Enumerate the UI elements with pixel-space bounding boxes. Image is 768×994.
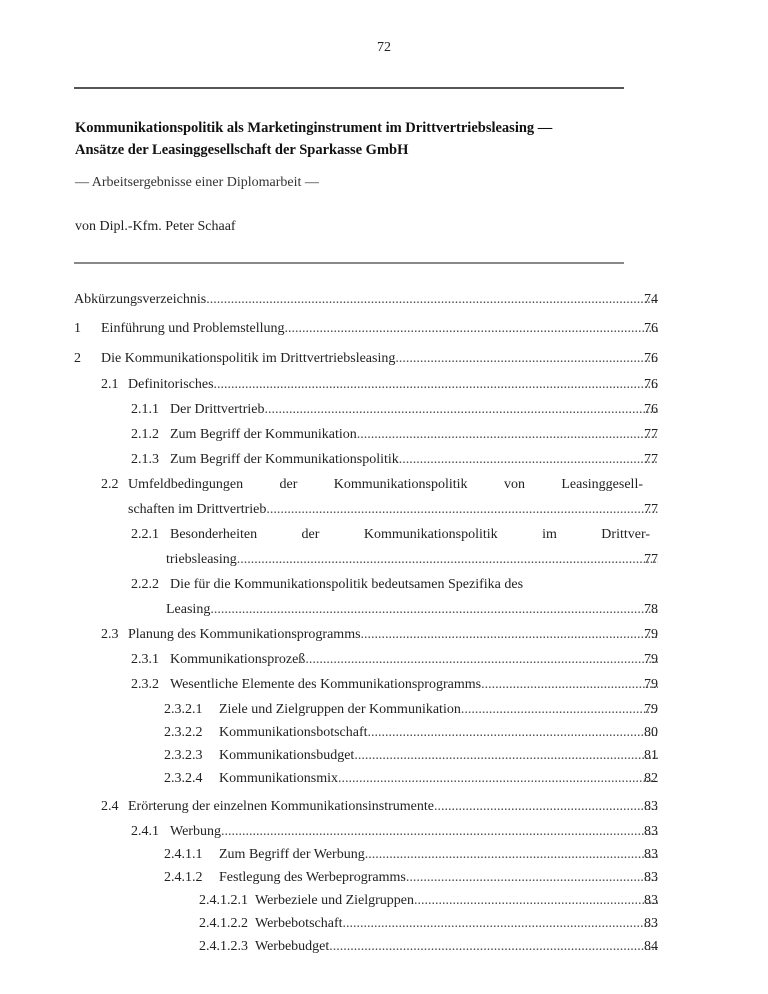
toc-entry-title: Zum Begriff der Werbung xyxy=(219,847,365,862)
bottom-divider xyxy=(74,262,624,264)
article-title-line-1: Kommunikationspolitik als Marketinginstrument im Drittvertriebsleasing — xyxy=(75,120,553,136)
toc-entry-number: 1 xyxy=(74,321,81,336)
toc-entry-title-line-1: Die für die Kommunikationspolitik bedeutsamen Spezifika des xyxy=(170,577,524,592)
toc-leader xyxy=(214,375,658,395)
toc-leader xyxy=(206,290,658,310)
toc-entry-title: Definitorisches xyxy=(128,377,214,392)
toc-entry-page: 76 xyxy=(644,351,658,366)
toc-entry-page: 81 xyxy=(644,748,658,763)
toc-entry-number: 2.3.1 xyxy=(131,652,159,667)
toc-entry-number: 2.4.1.2 xyxy=(164,870,203,885)
toc-leader xyxy=(343,914,659,934)
toc-leader xyxy=(285,319,658,339)
toc-entry-page: 76 xyxy=(644,402,658,417)
toc-leader xyxy=(221,822,658,842)
toc-entry[interactable] xyxy=(0,290,768,310)
toc-entry[interactable] xyxy=(0,868,768,888)
toc-leader xyxy=(361,625,658,645)
toc-leader xyxy=(266,500,658,520)
toc-leader xyxy=(414,891,658,911)
toc-entry-number: 2.1.1 xyxy=(131,402,159,417)
toc-entry-page: 83 xyxy=(644,847,658,862)
toc-entry-title: Werbeziele und Zielgruppen xyxy=(255,893,415,908)
toc-entry-number: 2.4.1.2.2 xyxy=(199,916,248,931)
toc-entry-number: 2.1.3 xyxy=(131,452,159,467)
top-divider xyxy=(74,87,624,89)
toc-entry-number: 2.3.2 xyxy=(131,677,159,692)
toc-entry[interactable] xyxy=(0,375,768,395)
toc-leader xyxy=(305,650,658,670)
toc-entry-title: Planung des Kommunikationsprogramms xyxy=(128,627,361,642)
toc-entry[interactable] xyxy=(0,525,768,571)
toc-entry-title: Die Kommunikationspolitik im Drittvertriebsleasing xyxy=(101,351,396,366)
toc-entry-title: Kommunikationsbudget xyxy=(219,748,355,763)
toc-entry-page: 82 xyxy=(644,771,658,786)
toc-entry-title: Festlegung des Werbeprogramms xyxy=(219,870,406,885)
toc-leader xyxy=(399,450,658,470)
toc-entry[interactable] xyxy=(0,575,768,621)
toc-entry-page: 80 xyxy=(644,725,658,740)
toc-entry-number: 2.3.2.1 xyxy=(164,702,203,717)
toc-entry[interactable] xyxy=(0,700,768,720)
toc-entry-title: Der Drittvertrieb xyxy=(170,402,265,417)
toc-entry-title: Wesentliche Elemente des Kommunikationsprogramms xyxy=(170,677,482,692)
toc-entry-page: 77 xyxy=(644,502,658,517)
toc-entry-title: Einführung und Problemstellung xyxy=(101,321,285,336)
toc-entry-page: 83 xyxy=(644,824,658,839)
toc-entry-number: 2.3.2.3 xyxy=(164,748,203,763)
toc-entry-page: 83 xyxy=(644,799,658,814)
toc-entry[interactable] xyxy=(0,746,768,766)
toc-entry[interactable] xyxy=(0,891,768,911)
toc-entry-number: 2.4.1.2.1 xyxy=(199,893,248,908)
toc-entry-page: 77 xyxy=(644,552,658,567)
toc-entry[interactable] xyxy=(0,319,768,339)
toc-entry-title-line-1: Umfeldbedingungen der Kommunikationspolitik von Leasinggesell- xyxy=(128,477,643,492)
toc-entry-page: 79 xyxy=(644,702,658,717)
toc-leader xyxy=(461,700,658,720)
toc-entry-page: 84 xyxy=(644,939,658,954)
toc-entry-number: 2.1 xyxy=(101,377,119,392)
toc-entry-number: 2.4 xyxy=(101,799,119,814)
toc-entry-title: Kommunikationsprozeß xyxy=(170,652,306,667)
author-line: von Dipl.-Kfm. Peter Schaaf xyxy=(75,219,236,234)
toc-entry-title: Werbebudget xyxy=(255,939,330,954)
toc-leader xyxy=(365,845,658,865)
toc-entry-number: 2.3 xyxy=(101,627,119,642)
toc-entry-number: 2.3.2.2 xyxy=(164,725,203,740)
toc-entry-number: 2.1.2 xyxy=(131,427,159,442)
toc-leader xyxy=(357,425,658,445)
toc-entry[interactable] xyxy=(0,475,768,521)
toc-entry-title: Leasing xyxy=(166,602,211,617)
toc-entry-title: Erörterung der einzelnen Kommunikationsinstrumente xyxy=(128,799,434,814)
toc-entry[interactable] xyxy=(0,769,768,789)
toc-entry-number: 2.2 xyxy=(101,477,119,492)
toc-entry[interactable] xyxy=(0,400,768,420)
article-title xyxy=(75,117,635,161)
toc-entry-page: 77 xyxy=(644,452,658,467)
toc-entry-page: 83 xyxy=(644,916,658,931)
toc-leader xyxy=(210,600,658,620)
toc-entry-page: 79 xyxy=(644,652,658,667)
toc-entry-title: schaften im Drittvertrieb xyxy=(128,502,267,517)
toc-entry[interactable] xyxy=(0,425,768,445)
toc-leader xyxy=(406,868,658,888)
toc-entry-title: Abkürzungsverzeichnis xyxy=(74,292,207,307)
toc-entry-number: 2.2.2 xyxy=(131,577,159,592)
toc-entry-page: 79 xyxy=(644,627,658,642)
toc-entry[interactable] xyxy=(0,675,768,695)
toc-entry[interactable] xyxy=(0,845,768,865)
toc-entry-title: Werbung xyxy=(170,824,221,839)
toc-entry-number: 2.4.1 xyxy=(131,824,159,839)
toc-entry-title-line-1: Besonderheiten der Kommunikationspolitik im Drittver- xyxy=(170,527,650,542)
toc-entry-number: 2.3.2.4 xyxy=(164,771,203,786)
toc-entry-page: 77 xyxy=(644,427,658,442)
toc-entry-title: Zum Begriff der Kommunikation xyxy=(170,427,357,442)
toc-entry-page: 74 xyxy=(644,292,658,307)
toc-entry-page: 83 xyxy=(644,893,658,908)
toc-entry[interactable] xyxy=(0,937,768,957)
toc-entry-number: 2 xyxy=(74,351,81,366)
toc-leader xyxy=(338,769,658,789)
toc-leader xyxy=(354,746,658,766)
toc-leader xyxy=(237,550,658,570)
toc-entry[interactable] xyxy=(0,723,768,743)
toc-leader xyxy=(329,937,658,957)
toc-entry[interactable] xyxy=(0,450,768,470)
toc-entry-page: 76 xyxy=(644,377,658,392)
toc-entry-page: 83 xyxy=(644,870,658,885)
toc-entry[interactable] xyxy=(0,797,768,817)
toc-entry[interactable] xyxy=(0,625,768,645)
toc-entry-title: Zum Begriff der Kommunikationspolitik xyxy=(170,452,399,467)
page-number: 72 xyxy=(377,40,391,55)
toc-entry-page: 79 xyxy=(644,677,658,692)
toc-entry-page: 76 xyxy=(644,321,658,336)
toc-entry[interactable] xyxy=(0,650,768,670)
toc-leader xyxy=(434,797,658,817)
toc-entry-title: Kommunikationsbotschaft xyxy=(219,725,368,740)
toc-leader xyxy=(481,675,658,695)
toc-entry-title: triebsleasing xyxy=(166,552,237,567)
toc-entry[interactable] xyxy=(0,914,768,934)
toc-leader xyxy=(368,723,658,743)
article-title-line-2: Ansätze der Leasinggesellschaft der Sparkasse GmbH xyxy=(75,142,409,158)
toc-entry[interactable] xyxy=(0,822,768,842)
toc-entry-title: Werbebotschaft xyxy=(255,916,343,931)
article-subtitle: — Arbeitsergebnisse einer Diplomarbeit — xyxy=(75,175,319,190)
toc-leader xyxy=(264,400,658,420)
toc-entry-number: 2.2.1 xyxy=(131,527,159,542)
toc-entry[interactable] xyxy=(0,349,768,369)
toc-entry-number: 2.4.1.1 xyxy=(164,847,203,862)
toc-entry-page: 78 xyxy=(644,602,658,617)
toc-leader xyxy=(395,349,658,369)
toc-entry-number: 2.4.1.2.3 xyxy=(199,939,248,954)
toc-entry-title: Kommunikationsmix xyxy=(219,771,338,786)
toc-entry-title: Ziele und Zielgruppen der Kommunikation xyxy=(219,702,461,717)
